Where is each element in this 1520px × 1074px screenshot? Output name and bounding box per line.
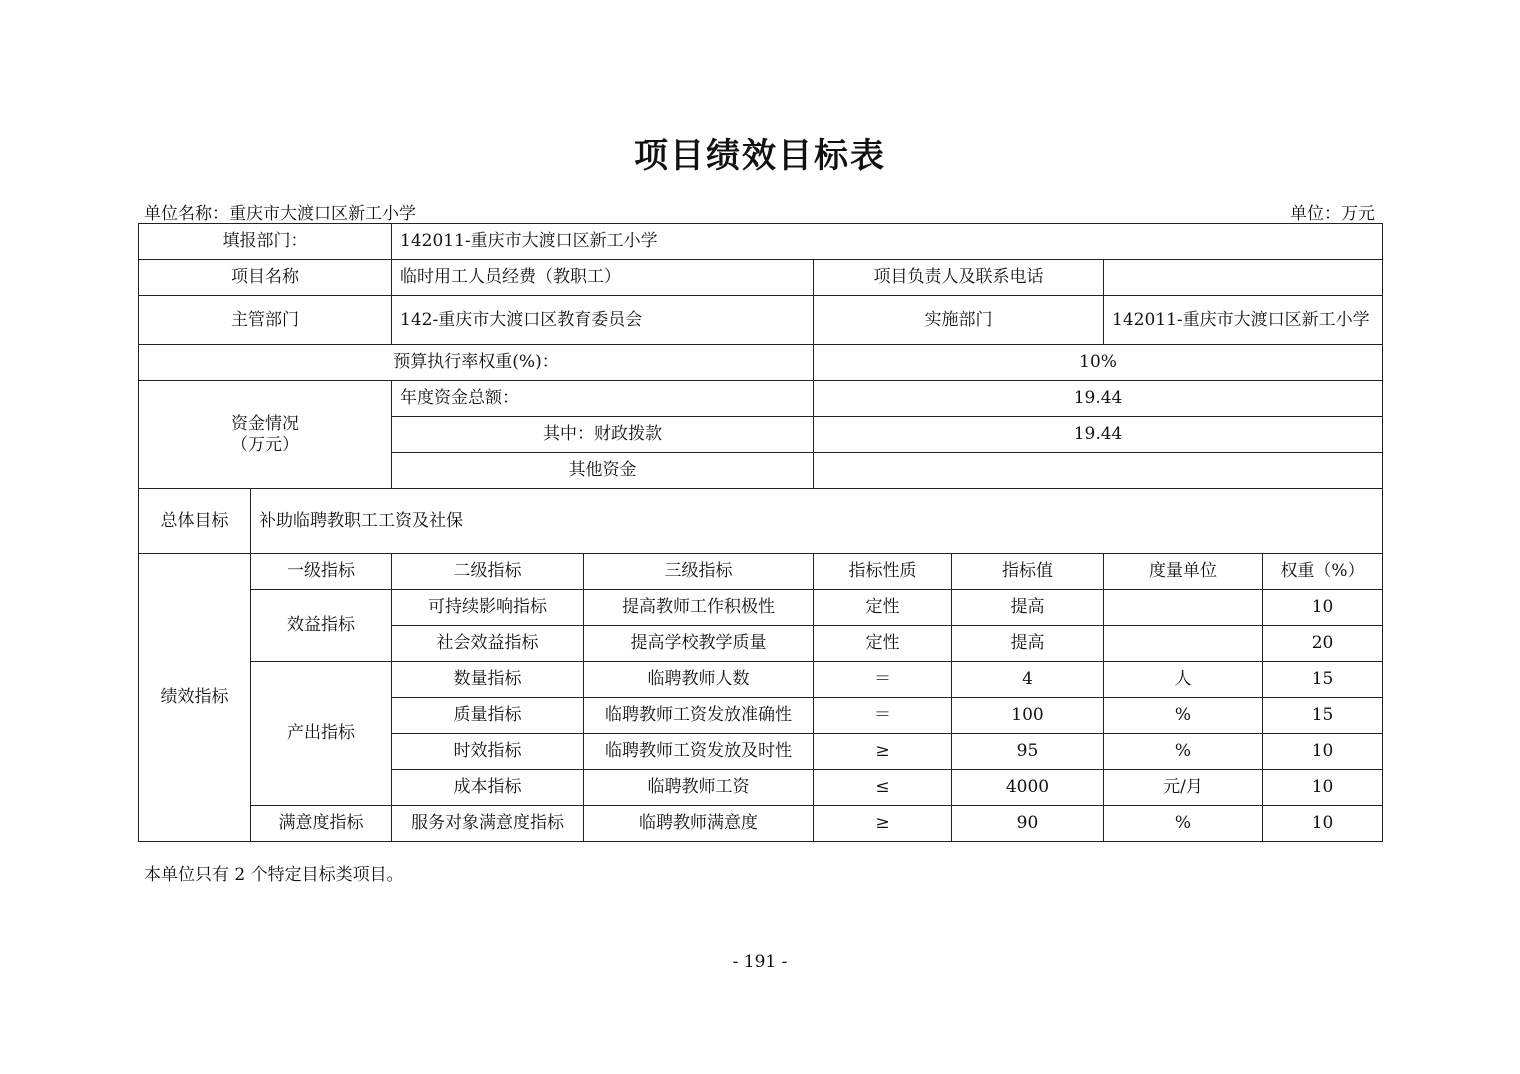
weight-cell: 10 (1263, 806, 1383, 842)
unit-cell: % (1104, 734, 1263, 770)
level3-cell: 提高学校教学质量 (584, 626, 814, 662)
impl-dept-value: 142011-重庆市大渡口区新工小学 (1104, 296, 1383, 345)
funds-label-line2: （万元） (231, 434, 299, 455)
budget-weight-label-text: 预算执行率权重(%)： (393, 352, 559, 372)
funds-label (139, 381, 392, 489)
level2-cell: 社会效益指标 (392, 626, 584, 662)
budget-weight-label (139, 345, 814, 381)
supervisor-label: 主管部门 (139, 296, 392, 345)
unit-name: 单位名称：重庆市大渡口区新工小学 (144, 204, 416, 224)
level2-cell: 数量指标 (392, 662, 584, 698)
indicators-label: 绩效指标 (139, 554, 251, 842)
value-cell: 4000 (952, 770, 1104, 806)
nature-cell: ＝ (814, 698, 952, 734)
table-row-budget-weight (139, 345, 1383, 381)
performance-target-table (138, 223, 1383, 842)
level2-cell: 服务对象满意度指标 (392, 806, 584, 842)
header-nature: 指标性质 (814, 554, 952, 590)
nature-cell: 定性 (814, 626, 952, 662)
value-cell: 4 (952, 662, 1104, 698)
unit-cell: % (1104, 698, 1263, 734)
unit-cell (1104, 626, 1263, 662)
goal-label: 总体目标 (139, 489, 251, 554)
nature-cell: 定性 (814, 590, 952, 626)
table-row-supervisor (139, 296, 1383, 345)
funds-other-value (814, 453, 1383, 489)
project-name-label: 项目名称 (139, 260, 392, 296)
weight-cell: 10 (1263, 770, 1383, 806)
dept-value: 142011-重庆市大渡口区新工小学 (392, 224, 1383, 260)
currency-unit: 单位：万元 (1290, 204, 1375, 224)
funds-label-line1: 资金情况 (231, 413, 299, 434)
level3-cell: 临聘教师人数 (584, 662, 814, 698)
weight-cell: 15 (1263, 698, 1383, 734)
value-cell: 提高 (952, 590, 1104, 626)
value-cell: 90 (952, 806, 1104, 842)
level3-cell: 临聘教师工资发放及时性 (584, 734, 814, 770)
page-title: 项目绩效目标表 (634, 136, 886, 176)
level1-cell: 满意度指标 (251, 806, 392, 842)
funds-total-label: 年度资金总额： (392, 381, 814, 417)
nature-cell: ＝ (814, 662, 952, 698)
dept-label: 填报部门： (139, 224, 392, 260)
level2-cell: 时效指标 (392, 734, 584, 770)
header-value: 指标值 (952, 554, 1104, 590)
funds-fiscal-value: 19.44 (814, 417, 1383, 453)
contact-value (1104, 260, 1383, 296)
weight-cell: 20 (1263, 626, 1383, 662)
level1-cell: 产出指标 (251, 662, 392, 806)
level3-cell: 临聘教师工资发放准确性 (584, 698, 814, 734)
weight-cell: 10 (1263, 734, 1383, 770)
unit-cell (1104, 590, 1263, 626)
value-cell: 提高 (952, 626, 1104, 662)
level1-cell: 效益指标 (251, 590, 392, 662)
weight-cell: 10 (1263, 590, 1383, 626)
nature-cell: ≤ (814, 770, 952, 806)
table-row (139, 662, 1383, 698)
level3-cell: 临聘教师工资 (584, 770, 814, 806)
level2-cell: 质量指标 (392, 698, 584, 734)
table-row-project (139, 260, 1383, 296)
value-cell: 100 (952, 698, 1104, 734)
funds-fiscal-label: 其中：财政拨款 (392, 417, 814, 453)
header-unit: 度量单位 (1104, 554, 1263, 590)
header-level1: 一级指标 (251, 554, 392, 590)
nature-cell: ≥ (814, 806, 952, 842)
header-weight: 权重（%） (1263, 554, 1383, 590)
table-row-indicator-headers (139, 554, 1383, 590)
footer-note: 本单位只有 2 个特定目标类项目。 (144, 865, 404, 885)
level2-cell: 成本指标 (392, 770, 584, 806)
nature-cell: ≥ (814, 734, 952, 770)
table-row (139, 806, 1383, 842)
table-row-dept (139, 224, 1383, 260)
header-level2: 二级指标 (392, 554, 584, 590)
funds-other-label: 其他资金 (392, 453, 814, 489)
table-row-goal (139, 489, 1383, 554)
level3-cell: 提高教师工作积极性 (584, 590, 814, 626)
goal-value: 补助临聘教职工工资及社保 (251, 489, 1383, 554)
value-cell: 95 (952, 734, 1104, 770)
supervisor-value: 142-重庆市大渡口区教育委员会 (392, 296, 814, 345)
level2-cell: 可持续影响指标 (392, 590, 584, 626)
budget-weight-value: 10% (814, 345, 1383, 381)
table-row-funds-total (139, 381, 1383, 417)
header-level3: 三级指标 (584, 554, 814, 590)
funds-total-value: 19.44 (814, 381, 1383, 417)
impl-dept-label: 实施部门 (814, 296, 1104, 345)
unit-cell: 人 (1104, 662, 1263, 698)
unit-cell: 元/月 (1104, 770, 1263, 806)
table-row (139, 590, 1383, 626)
level3-cell: 临聘教师满意度 (584, 806, 814, 842)
weight-cell: 15 (1263, 662, 1383, 698)
contact-label: 项目负责人及联系电话 (814, 260, 1104, 296)
page-number: - 191 - (732, 952, 788, 972)
unit-cell: % (1104, 806, 1263, 842)
project-name-value: 临时用工人员经费（教职工） (392, 260, 814, 296)
